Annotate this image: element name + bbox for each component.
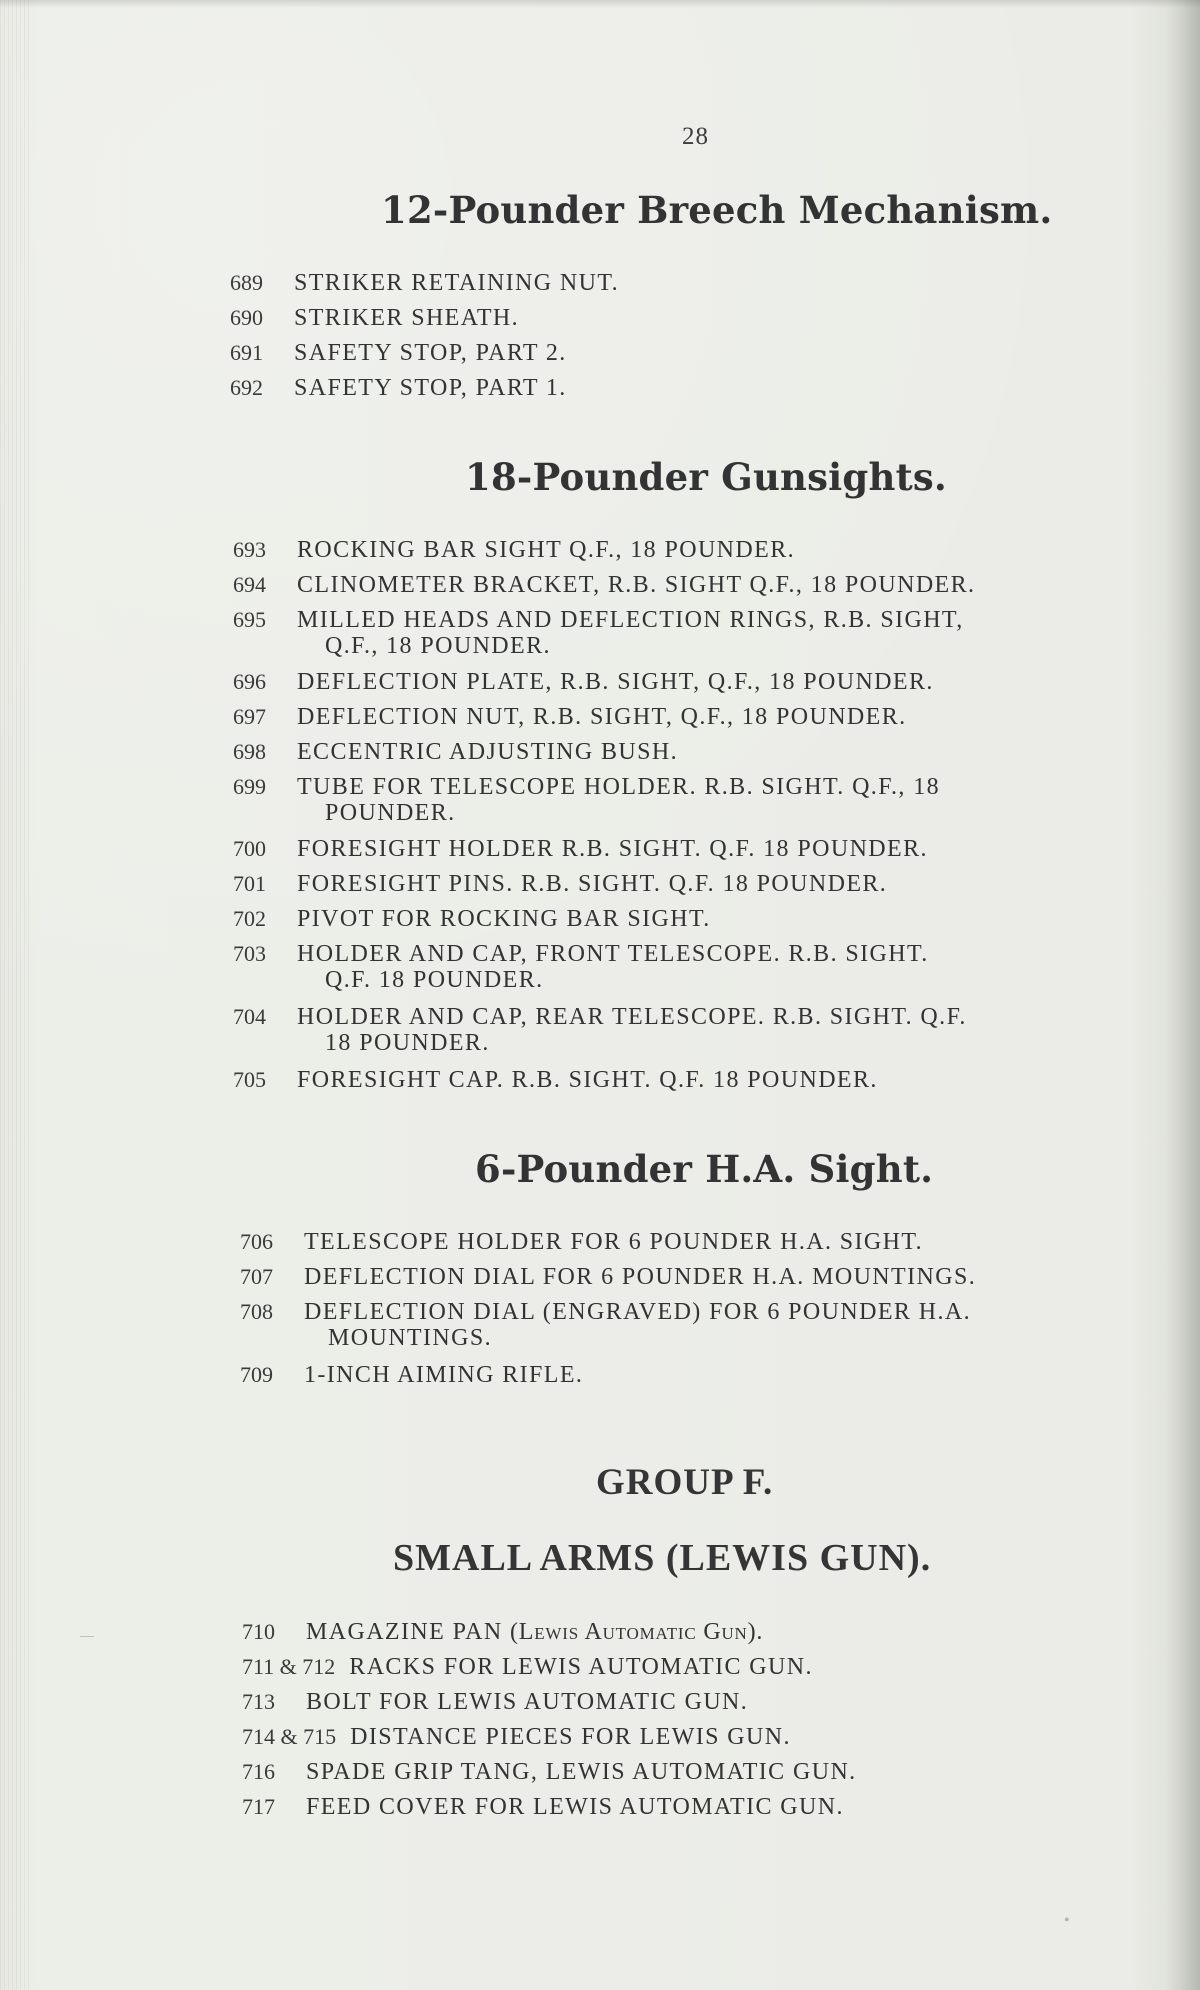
item-text: FORESIGHT HOLDER R.B. SIGHT. Q.F. 18 POUNDER. bbox=[297, 836, 928, 862]
item-text: DEFLECTION DIAL FOR 6 POUNDER H.A. MOUNTINGS. bbox=[304, 1264, 977, 1290]
item-text: TUBE FOR TELESCOPE HOLDER. R.B. SIGHT. Q.F., 18 bbox=[297, 774, 941, 800]
list-item bbox=[242, 1794, 844, 1821]
item-number: 707 bbox=[240, 1264, 273, 1289]
item-text-continuation: Q.F. 18 POUNDER. bbox=[325, 967, 544, 993]
item-subtitle: (Lewis Automatic Gun). bbox=[510, 1619, 764, 1645]
item-number: 689 bbox=[230, 270, 263, 295]
list-item bbox=[233, 537, 795, 564]
page-number: 28 bbox=[682, 123, 709, 150]
list-item bbox=[230, 305, 519, 332]
item-number: 690 bbox=[230, 305, 263, 330]
item-text-continuation: Q.F., 18 POUNDER. bbox=[325, 633, 551, 659]
item-text-continuation: POUNDER. bbox=[325, 800, 456, 826]
list-item bbox=[242, 1619, 763, 1646]
item-text: PIVOT FOR ROCKING BAR SIGHT. bbox=[297, 906, 711, 932]
list-item bbox=[230, 340, 567, 367]
item-number: 705 bbox=[233, 1067, 266, 1092]
list-item bbox=[233, 669, 934, 696]
list-item bbox=[240, 1299, 1170, 1352]
page-edge-right bbox=[1166, 0, 1200, 1990]
list-item bbox=[242, 1759, 857, 1786]
list-item bbox=[230, 375, 567, 402]
item-text: BOLT FOR LEWIS AUTOMATIC GUN. bbox=[306, 1689, 749, 1715]
item-number: 699 bbox=[233, 774, 266, 799]
item-text: HOLDER AND CAP, REAR TELESCOPE. R.B. SIGHT. Q.F. bbox=[297, 1004, 967, 1030]
list-item bbox=[233, 941, 1168, 994]
item-number: 701 bbox=[233, 871, 266, 896]
item-text: STRIKER RETAINING NUT. bbox=[294, 270, 620, 296]
item-number: 709 bbox=[240, 1362, 273, 1387]
item-number: 694 bbox=[233, 572, 266, 597]
item-number: 691 bbox=[230, 340, 263, 365]
page-speck: • bbox=[1064, 1912, 1070, 1929]
item-text: MAGAZINE PAN bbox=[306, 1619, 503, 1645]
item-text: 1-INCH AIMING RIFLE. bbox=[304, 1362, 584, 1388]
item-text: FEED COVER FOR LEWIS AUTOMATIC GUN. bbox=[306, 1794, 844, 1820]
list-item bbox=[242, 1654, 813, 1681]
list-item bbox=[233, 704, 907, 731]
item-text: STRIKER SHEATH. bbox=[294, 305, 520, 331]
section-title-6-pounder-ha-sight: 6-Pounder H.A. Sight. bbox=[475, 1147, 934, 1191]
item-number: 710 bbox=[242, 1619, 275, 1644]
item-text: ECCENTRIC ADJUSTING BUSH. bbox=[297, 739, 679, 765]
list-item bbox=[240, 1229, 923, 1256]
item-number: 704 bbox=[233, 1004, 266, 1029]
item-number: 695 bbox=[233, 607, 266, 632]
item-text-continuation: MOUNTINGS. bbox=[328, 1325, 492, 1351]
item-number: 714 & 715 bbox=[242, 1724, 337, 1749]
list-item bbox=[233, 572, 975, 599]
item-number: 700 bbox=[233, 836, 266, 861]
item-number: 717 bbox=[242, 1794, 275, 1819]
list-item bbox=[233, 836, 928, 863]
section-title-18-pounder-gunsights: 18-Pounder Gunsights. bbox=[465, 455, 948, 499]
list-item bbox=[233, 871, 887, 898]
item-number: 713 bbox=[242, 1689, 275, 1714]
group-heading: GROUP F. bbox=[596, 1462, 774, 1503]
item-text: SAFETY STOP, PART 1. bbox=[294, 375, 567, 401]
item-number: 696 bbox=[233, 669, 266, 694]
item-number: 716 bbox=[242, 1759, 275, 1784]
item-number: 706 bbox=[240, 1229, 273, 1254]
item-text: SAFETY STOP, PART 2. bbox=[294, 340, 567, 366]
page-mark-line bbox=[80, 1636, 94, 1637]
item-number: 708 bbox=[240, 1299, 273, 1324]
item-number: 711 & 712 bbox=[242, 1654, 336, 1679]
list-item bbox=[233, 1067, 878, 1094]
list-item bbox=[233, 774, 1168, 827]
item-text-continuation: 18 POUNDER. bbox=[325, 1030, 490, 1056]
item-text: DEFLECTION PLATE, R.B. SIGHT, Q.F., 18 POUNDER. bbox=[297, 669, 934, 695]
item-text: TELESCOPE HOLDER FOR 6 POUNDER H.A. SIGHT. bbox=[304, 1229, 924, 1255]
list-item bbox=[240, 1264, 976, 1291]
list-item bbox=[242, 1724, 791, 1751]
item-text: FORESIGHT PINS. R.B. SIGHT. Q.F. 18 POUNDER. bbox=[297, 871, 888, 897]
item-text: DEFLECTION DIAL (ENGRAVED) FOR 6 POUNDER H.A. bbox=[304, 1299, 971, 1325]
item-text: MILLED HEADS AND DEFLECTION RINGS, R.B. SIGHT, bbox=[297, 607, 964, 633]
item-text: CLINOMETER BRACKET, R.B. SIGHT Q.F., 18 POUNDER. bbox=[297, 572, 976, 598]
list-item bbox=[230, 270, 619, 297]
list-item bbox=[242, 1689, 748, 1716]
item-number: 692 bbox=[230, 375, 263, 400]
item-number: 703 bbox=[233, 941, 266, 966]
list-item bbox=[233, 607, 1168, 660]
page-edge-left bbox=[0, 0, 30, 1990]
list-item bbox=[233, 1004, 1168, 1057]
section-title-small-arms-lewis-gun: SMALL ARMS (LEWIS GUN). bbox=[393, 1537, 932, 1579]
item-number: 693 bbox=[233, 537, 266, 562]
item-text: RACKS FOR LEWIS AUTOMATIC GUN. bbox=[349, 1654, 813, 1680]
item-text: FORESIGHT CAP. R.B. SIGHT. Q.F. 18 POUNDER. bbox=[297, 1067, 878, 1093]
list-item bbox=[233, 906, 711, 933]
item-number: 697 bbox=[233, 704, 266, 729]
item-text: HOLDER AND CAP, FRONT TELESCOPE. R.B. SIGHT. bbox=[297, 941, 929, 967]
item-text: DISTANCE PIECES FOR LEWIS GUN. bbox=[350, 1724, 791, 1750]
item-text: DEFLECTION NUT, R.B. SIGHT, Q.F., 18 POUNDER. bbox=[297, 704, 907, 730]
page-edge-top bbox=[0, 0, 1200, 8]
item-number: 702 bbox=[233, 906, 266, 931]
item-text: SPADE GRIP TANG, LEWIS AUTOMATIC GUN. bbox=[306, 1759, 857, 1785]
list-item bbox=[240, 1362, 583, 1389]
section-title-12-pounder-breech-mechanism: 12-Pounder Breech Mechanism. bbox=[381, 188, 1053, 232]
item-number: 698 bbox=[233, 739, 266, 764]
item-text: ROCKING BAR SIGHT Q.F., 18 POUNDER. bbox=[297, 537, 796, 563]
list-item bbox=[233, 739, 678, 766]
